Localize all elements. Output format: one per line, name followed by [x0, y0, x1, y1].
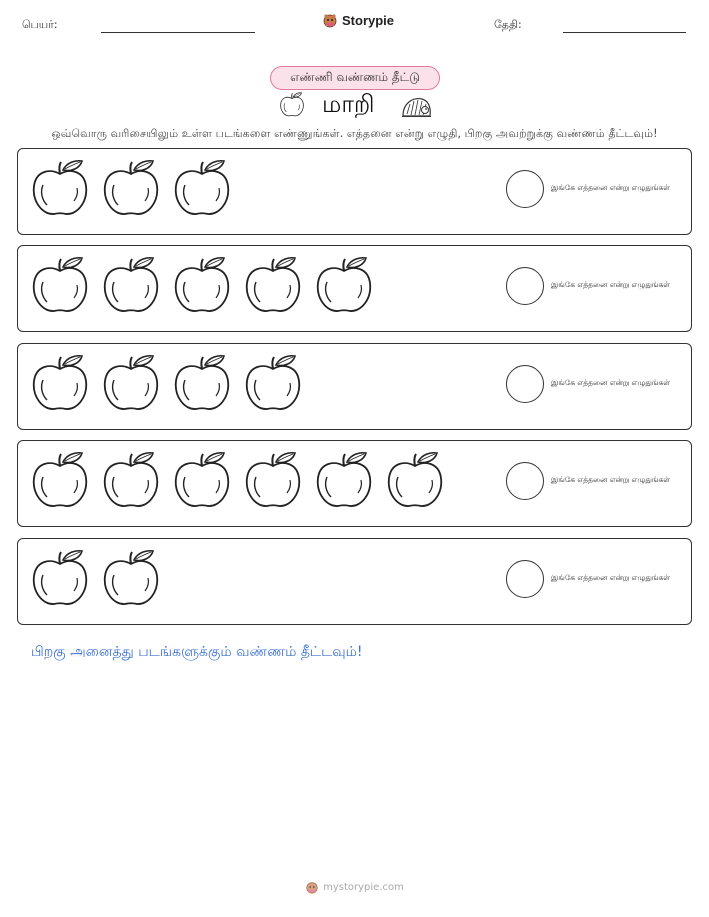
name-label: பெயர்: — [22, 18, 58, 31]
apple-group — [30, 159, 232, 219]
apple-icon[interactable] — [30, 354, 90, 414]
title-row — [0, 90, 709, 122]
answer-hint: இங்கே எத்தனை என்று எழுதுங்கள் — [551, 378, 671, 387]
name-line[interactable] — [101, 32, 255, 33]
apple-icon[interactable] — [101, 549, 161, 609]
brand-name: Storypie — [342, 12, 395, 28]
site-footer — [0, 880, 709, 894]
answer-hint: இங்கே எத்தனை என்று எழுதுங்கள் — [551, 183, 671, 192]
storypie-mascot-icon — [305, 880, 319, 894]
answer-hint: இங்கே எத்தனை என்று எழுதுங்கள் — [551, 280, 671, 289]
counting-row — [17, 343, 692, 430]
apple-icon[interactable] — [172, 354, 232, 414]
apple-group — [30, 256, 374, 316]
answer-circle[interactable] — [506, 365, 544, 403]
apple-icon[interactable] — [30, 159, 90, 219]
answer-circle[interactable] — [506, 560, 544, 598]
apple-icon — [279, 92, 305, 118]
apple-icon[interactable] — [314, 256, 374, 316]
date-line[interactable] — [563, 32, 686, 33]
hedgehog-icon — [400, 94, 433, 119]
apple-icon[interactable] — [30, 451, 90, 511]
counting-row — [17, 148, 692, 235]
activity-badge: எண்ணி வண்ணம் தீட்டு — [270, 66, 440, 90]
counting-row — [17, 538, 692, 625]
apple-icon[interactable] — [172, 256, 232, 316]
apple-group — [30, 549, 161, 609]
apple-icon[interactable] — [243, 451, 303, 511]
brand-logo — [322, 12, 394, 28]
answer-circle[interactable] — [506, 267, 544, 305]
apple-icon[interactable] — [30, 256, 90, 316]
apple-icon[interactable] — [101, 159, 161, 219]
site-url: mystorypie.com — [323, 881, 404, 893]
instructions-text: ஒவ்வொரு வரிசையிலும் உள்ள படங்களை எண்ணுங்கள். எத்தனை என்று எழுதி, பிறகு அவற்றுக்கு வண்ணம் தீட்டவும்! — [51, 127, 658, 140]
counting-row — [17, 245, 692, 332]
date-label: தேதி: — [494, 18, 522, 31]
apple-icon[interactable] — [101, 451, 161, 511]
apple-icon[interactable] — [101, 256, 161, 316]
answer-circle[interactable] — [506, 462, 544, 500]
apple-icon[interactable] — [385, 451, 445, 511]
worksheet-header — [0, 0, 709, 50]
apple-icon[interactable] — [101, 354, 161, 414]
apple-group — [30, 354, 303, 414]
answer-circle[interactable] — [506, 170, 544, 208]
apple-icon[interactable] — [172, 451, 232, 511]
answer-hint: இங்கே எத்தனை என்று எழுதுங்கள் — [551, 573, 671, 582]
storypie-mascot-icon — [322, 12, 338, 28]
answer-hint: இங்கே எத்தனை என்று எழுதுங்கள் — [551, 475, 671, 484]
apple-icon[interactable] — [314, 451, 374, 511]
apple-icon[interactable] — [172, 159, 232, 219]
footer-message: பிறகு அனைத்து படங்களுக்கும் வண்ணம் தீட்டவும்! — [31, 644, 363, 660]
apple-icon[interactable] — [243, 256, 303, 316]
apple-icon[interactable] — [30, 549, 90, 609]
counting-row — [17, 440, 692, 527]
page-title: மாறி — [322, 90, 375, 118]
apple-group — [30, 451, 445, 511]
apple-icon[interactable] — [243, 354, 303, 414]
